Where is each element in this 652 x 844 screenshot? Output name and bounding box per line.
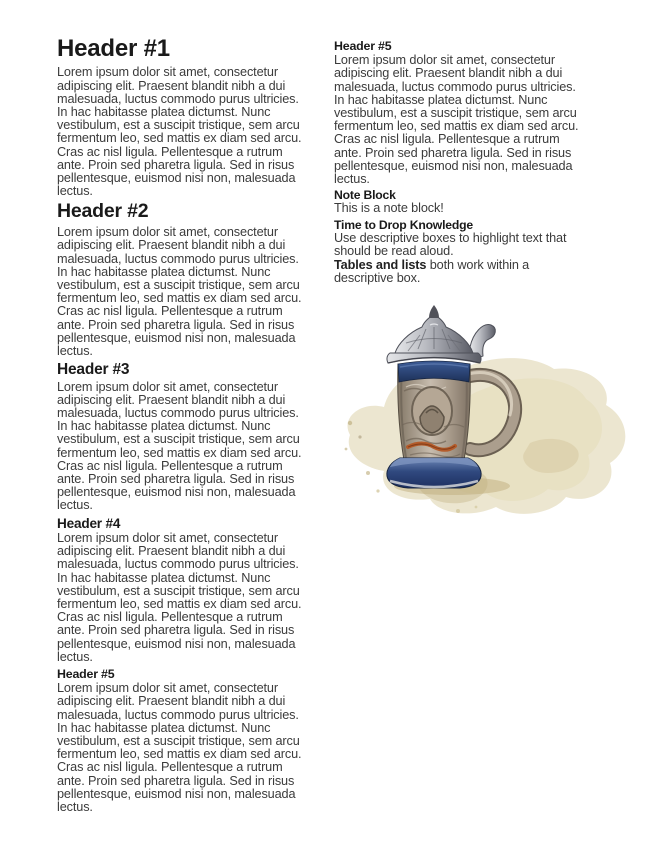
paragraph-6: Lorem ipsum dolor sit amet, consectetur adipiscing elit. Praesent blandit nibh a dui malesuada, luctus commodo purus ultricies. In hac habitasse platea dictumst. Nunc vestibulum, est a suscipit tristique, sem arcu fermentum leo, sed mattis ex diam sed arcu. Cras ac nisl ligula. Pellentesque a rutrum ante. Proin sed pharetra ligula. Sed in risus pellentesque, euismod nisi non, malesuada lectus. — [334, 53, 579, 187]
heading-3: Header #3 — [57, 361, 130, 379]
heading-1: Header #1 — [57, 35, 170, 62]
left-column — [57, 36, 307, 815]
tables-note — [334, 259, 586, 285]
stein-lid — [387, 305, 481, 363]
beer-stein-svg — [334, 303, 630, 523]
beer-stein-illustration — [334, 303, 630, 523]
tables-note-rest: both work within a descriptive box. — [334, 257, 530, 286]
paragraph-5: Lorem ipsum dolor sit amet, consectetur adipiscing elit. Praesent blandit nibh a dui malesuada, luctus commodo purus ultricies. In hac habitasse platea dictumst. Nunc vestibulum, est a suscipit tristique, sem arcu fermentum leo, sed mattis ex diam sed arcu. Cras ac nisl ligula. Pellentesque a rutrum ante. Proin sed pharetra ligula. Sed in risus pellentesque, euismod nisi non, malesuada lectus. — [57, 681, 302, 815]
paragraph-2: Lorem ipsum dolor sit amet, consectetur adipiscing elit. Praesent blandit nibh a dui malesuada, luctus commodo purus ultricies. In hac habitasse platea dictumst. Nunc vestibulum, est a suscipit tristique, sem arcu fermentum leo, sed mattis ex diam sed arcu. Cras ac nisl ligula. Pellentesque a rutrum ante. Proin sed pharetra ligula. Sed in risus pellentesque, euismod nisi non, malesuada lectus. — [57, 225, 302, 359]
heading-2: Header #2 — [57, 200, 149, 223]
note-block-text: This is a note block! — [334, 201, 444, 216]
heading-4: Header #4 — [57, 515, 121, 531]
knowledge-block-text: Use descriptive boxes to highlight text that should be read aloud. — [334, 230, 567, 258]
note-block-title: Note Block — [334, 188, 396, 203]
knowledge-block-title: Time to Drop Knowledge — [334, 217, 473, 232]
right-column — [334, 36, 586, 523]
paragraph-3: Lorem ipsum dolor sit amet, consectetur adipiscing elit. Praesent blandit nibh a dui malesuada, luctus commodo purus ultricies. In hac habitasse platea dictumst. Nunc vestibulum, est a suscipit tristique, sem arcu fermentum leo, sed mattis ex diam sed arcu. Cras ac nisl ligula. Pellentesque a rutrum ante. Proin sed pharetra ligula. Sed in risus pellentesque, euismod nisi non, malesuada lectus. — [57, 379, 302, 513]
paragraph-4: Lorem ipsum dolor sit amet, consectetur adipiscing elit. Praesent blandit nibh a dui malesuada, luctus commodo purus ultricies. In hac habitasse platea dictumst. Nunc vestibulum, est a suscipit tristique, sem arcu fermentum leo, sed mattis ex diam sed arcu. Cras ac nisl ligula. Pellentesque a rutrum ante. Proin sed pharetra ligula. Sed in risus pellentesque, euismod nisi non, malesuada lectus. — [57, 530, 302, 664]
tables-note-bold: Tables and lists — [334, 257, 427, 272]
stein-base — [387, 458, 481, 488]
heading-5-right: Header #5 — [334, 39, 392, 53]
heading-5-left: Header #5 — [57, 666, 115, 681]
paragraph-1: Lorem ipsum dolor sit amet, consectetur adipiscing elit. Praesent blandit nibh a dui malesuada, luctus commodo purus ultricies. In hac habitasse platea dictumst. Nunc vestibulum, est a suscipit tristique, sem arcu fermentum leo, sed mattis ex diam sed arcu. Cras ac nisl ligula. Pellentesque a rutrum ante. Proin sed pharetra ligula. Sed in risus pellentesque, euismod nisi non, malesuada lectus. — [57, 65, 302, 199]
